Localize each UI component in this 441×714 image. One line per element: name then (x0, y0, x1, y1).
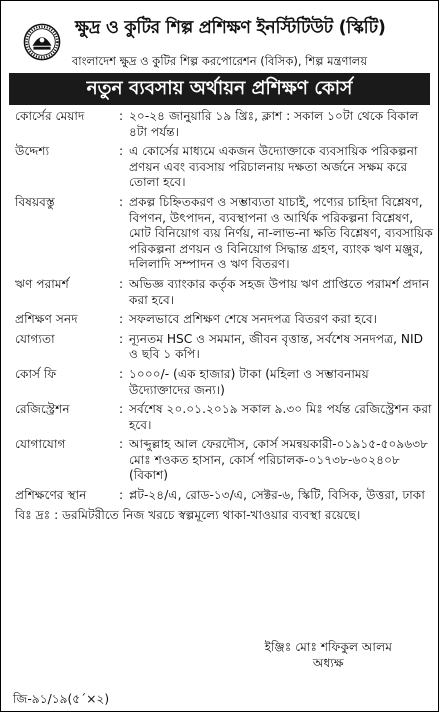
detail-row (15, 402, 433, 437)
reference-number: জি-৯১/১৯(৫´×২) (13, 692, 110, 706)
detail-label: বিষয়বস্তু (15, 194, 55, 209)
detail-row (15, 109, 433, 144)
detail-value: ১০০০/- (এক হাজার) টাকা (মহিলা ও সম্ভাবনাময় উদ্যোক্তাদের জন্য।) (129, 366, 369, 397)
detail-row (15, 437, 433, 488)
detail-separator: : (119, 402, 124, 417)
detail-row (15, 488, 433, 508)
detail-label: উদ্দেশ্য (15, 144, 50, 159)
detail-label: যোগাযোগ (15, 437, 66, 452)
institute-subtitle: বাংলাদেশ ক্ষুদ্র ও কুটির শিল্প করপোরেশন (বিসিক), শিল্প মন্ত্রণালয় (71, 54, 368, 68)
course-details-table (15, 109, 433, 508)
detail-value: অভিজ্ঞ ব্যাংকার কর্তৃক সহজ উপায় ঋণ প্রাপ্তিতে পরামর্শ প্রদান করা হবে। (129, 276, 430, 307)
signatory-designation: অধ্যক্ষ (312, 656, 344, 670)
detail-value: সর্বশেষ ২০.০১.২০১৯ সকাল ৯.৩০ মিঃ পর্যন্ত রেজিস্ট্রেশন করা হবে। (129, 402, 432, 432)
detail-separator: : (119, 144, 124, 159)
detail-value: প্লট-২৪/এ, রোড-১৩/এ, সেক্টর-৬, স্কিটি, বিসিক, উত্তরা, ঢাকা (129, 488, 425, 503)
detail-label: কোর্স ফি (15, 366, 57, 381)
detail-value: এ কোর্সের মাধ্যমে একজন উদ্যোক্তাকে ব্যবসায়িক পরিকল্পনা প্রণয়ন এবং ব্যবসায় পরিচালনায় দক্ষতা অর্জনে সক্ষম করে তোলা হবে। (129, 144, 418, 190)
detail-value: সফলভাবে প্রশিক্ষণ শেষে সনদপত্র বিতরণ করা হবে। (129, 312, 378, 327)
detail-label: প্রশিক্ষণের স্থান (15, 488, 87, 503)
course-title-banner: নতুন ব্যবসায় অর্থায়ন প্রশিক্ষণ কোর্স (9, 73, 430, 105)
detail-label: প্রশিক্ষণ সনদ (15, 312, 78, 327)
detail-separator: : (119, 194, 124, 209)
detail-separator: : (119, 312, 124, 327)
detail-value: ২০-২৪ জানুয়ারি ১৯ খ্রিঃ, ক্লাশ : সকাল ১০টা থেকে বিকাল ৪টা পর্যন্ত। (129, 109, 419, 139)
signatory-name: ইঞ্জিঃ মোঃ শফিকুল আলম (264, 640, 392, 654)
detail-row (15, 312, 433, 332)
detail-separator: : (119, 437, 124, 452)
detail-row (15, 277, 433, 312)
detail-label: যোগ্যতা (15, 331, 55, 346)
detail-row (15, 367, 433, 402)
detail-separator: : (119, 109, 124, 123)
detail-label: রেজিস্ট্রেশন (15, 402, 70, 417)
detail-label: ঋণ পরামর্শ (15, 276, 69, 291)
detail-value: প্রকল্প চিহ্নিতকরণ ও সম্ভাব্যতা যাচাই, পণ্যের চাহিদা বিশ্লেষণ, বিপণন, উৎপাদন, ব্যবস্থাপনা ও আর্থিক পরিকল্পনা বিশ্লেষণ, মোট বিনিয়োগ ব্যয় নির্ণয়, না-লাভ-না ক্ষতি বিশ্লেষণ, ব্যবসায়িক পরিকল্পনা প্রণয়ন ও বিনিয়োগ সিদ্ধান্ত গ্রহণ, ব্যাংক ঋণ মঞ্জুর, দলিলাদি সম্পাদন ও ঋণ বিতরণ। (129, 194, 433, 272)
note: বিঃ দ্রঃ : ডরমিটরীতে নিজ খরচে স্বল্পমূল্যে থাকা-খাওয়ার ব্যবস্থা রয়েছে। (15, 507, 361, 522)
detail-row (15, 195, 433, 277)
detail-row (15, 332, 433, 367)
signature-block (265, 639, 392, 671)
detail-separator: : (119, 331, 124, 346)
detail-separator: : (119, 488, 124, 503)
detail-value: আব্দুল্লাহ আল ফেরদৌস, কোর্স সমন্বয়কারী-০১৯১৫-৫০৯৬৩৮ মোঃ শওকত হাসান, কোর্স পরিচালক-০১৭৩৮-৬০২৪০৮ (বিকাশ) (129, 437, 429, 483)
detail-value: ন্যূনতম HSC ও সমমান, জীবন বৃত্তান্ত, সর্বশেষ সনদপত্র, NID ও ছবি ১ কপি। (129, 331, 423, 362)
institute-title: ক্ষুদ্র ও কুটির শিল্প প্রশিক্ষণ ইনস্টিটিউট (স্কিটি) (75, 18, 386, 38)
detail-row (15, 144, 433, 195)
detail-separator: : (119, 366, 124, 381)
detail-separator: : (119, 276, 124, 291)
header (1, 1, 438, 73)
detail-label: কোর্সের মেয়াদ (15, 109, 85, 123)
